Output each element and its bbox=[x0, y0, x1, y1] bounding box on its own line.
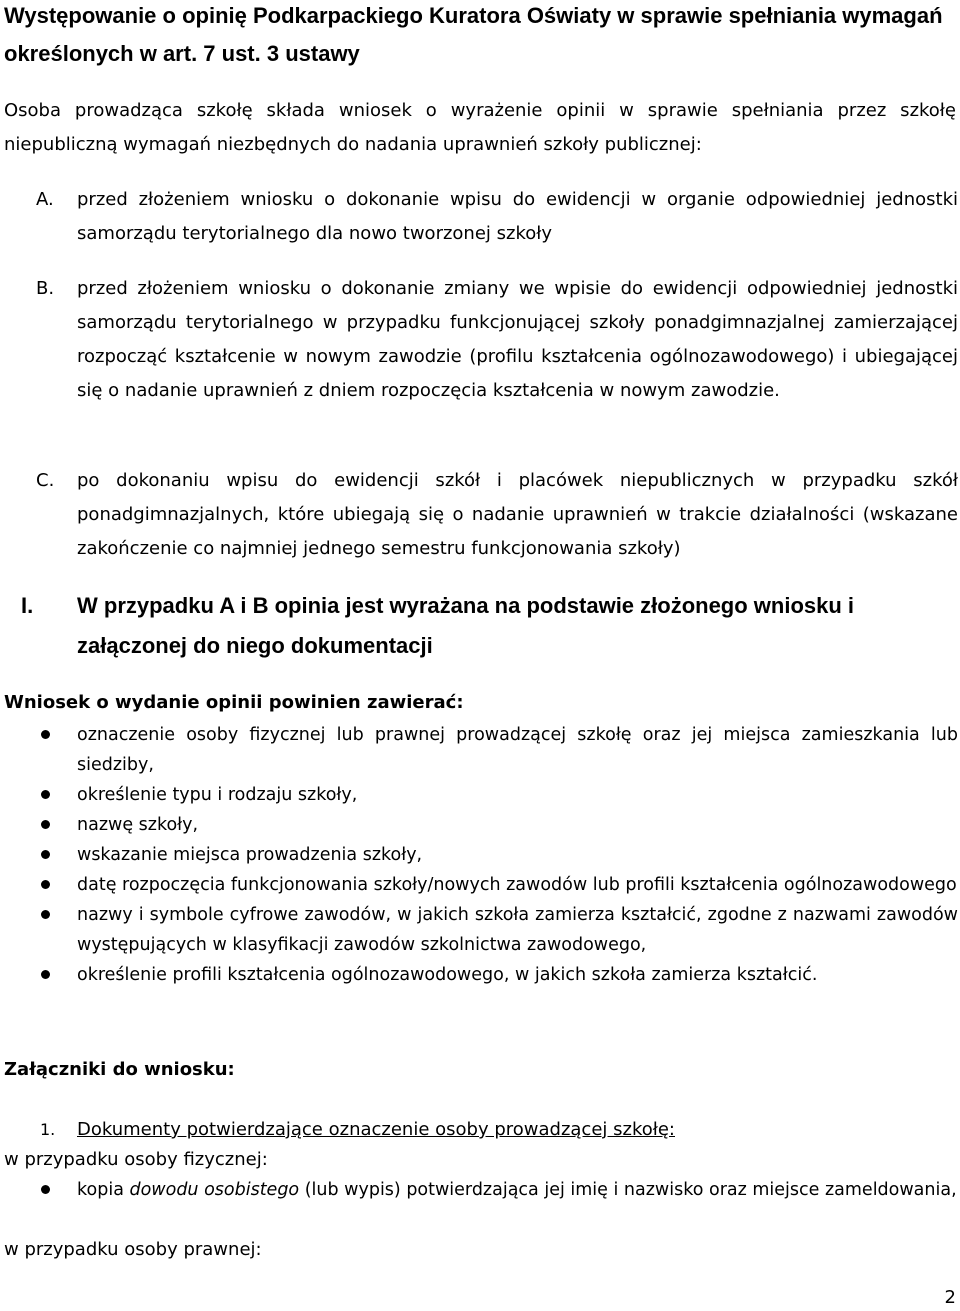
case-b-label: B. bbox=[36, 278, 55, 299]
wniosek-list bbox=[4, 720, 958, 990]
document-heading: Występowanie o opinię Podkarpackiego Kuratora Oświaty w sprawie spełniania wymagań określonych w art. 7 ust. 3 ustawy bbox=[4, 3, 943, 66]
bullet-icon bbox=[41, 910, 50, 919]
bullet-icon bbox=[41, 850, 50, 859]
bullet-icon bbox=[41, 880, 50, 889]
fizyczna-label: w przypadku osoby fizycznej: bbox=[4, 1149, 268, 1170]
list-item: datę rozpoczęcia funkcjonowania szkoły/nowych zawodów lub profili kształcenia ogólnozawodowego bbox=[4, 870, 958, 900]
case-a-text: przed złożeniem wniosku o dokonanie wpisu do ewidencji w organie odpowiedniej jednostki samorządu terytorialnego dla nowo tworzonej szkoły bbox=[77, 189, 958, 244]
case-a-label: A. bbox=[36, 189, 54, 210]
section-i-heading: W przypadku A i B opinia jest wyrażana na podstawie złożonego wniosku i załączonej do niego dokumentacji bbox=[77, 593, 855, 658]
list-item: kopia dowodu osobistego (lub wypis) potwierdzająca jej imię i nazwisko oraz miejsce zameldowania, bbox=[4, 1175, 958, 1205]
list-item: wskazanie miejsca prowadzenia szkoły, bbox=[4, 840, 958, 870]
fizyczna-list bbox=[4, 1175, 958, 1205]
list-item: oznaczenie osoby fizycznej lub prawnej prowadzącej szkołę oraz jej miejsca zamieszkania lub siedziby, bbox=[4, 720, 958, 780]
list-item: określenie typu i rodzaju szkoły, bbox=[4, 780, 958, 810]
prawna-label: w przypadku osoby prawnej: bbox=[4, 1239, 262, 1260]
italic-term: dowodu osobistego bbox=[129, 1180, 300, 1200]
attachment-1-title: Dokumenty potwierdzające oznaczenie osoby prowadzącej szkołę: bbox=[77, 1119, 675, 1140]
bullet-icon bbox=[41, 970, 50, 979]
case-c-text: po dokonaniu wpisu do ewidencji szkół i placówek niepublicznych w przypadku szkół ponadgimnazjalnych, które ubiegają się o nadanie uprawnień w trakcie działalności (wskazane zakończenie co najmniej jednego semestru funkcjonowania szkoły) bbox=[77, 470, 958, 559]
bullet-icon bbox=[41, 820, 50, 829]
page-number: 2 bbox=[944, 1287, 956, 1308]
list-item: nazwy i symbole cyfrowe zawodów, w jakich szkoła zamierza kształcić, zgodne z nazwami zawodów występujących w klasyfikacji zawodów szkolnictwa zawodowego, bbox=[4, 900, 958, 960]
case-b-text: przed złożeniem wniosku o dokonanie zmiany we wpisie do ewidencji odpowiedniej jednostki samorządu terytorialnego w przypadku funkcjonującej szkoły ponadgimnazjalnej zamierzającej rozpocząć kształcenie w nowym zawodzie (profilu kształcenia ogólnozawodowego) i ubiegającej się o nadanie uprawnień z dniem rozpoczęcia kształcenia w nowym zawodzie. bbox=[77, 278, 958, 401]
bullet-icon bbox=[41, 1185, 50, 1194]
intro-paragraph: Osoba prowadząca szkołę składa wniosek o wyrażenie opinii w sprawie spełniania przez szkołę niepubliczną wymagań niezbędnych do nadania uprawnień szkoły publicznej: bbox=[4, 100, 956, 155]
case-c-label: C. bbox=[36, 470, 55, 491]
wniosek-heading: Wniosek o wydanie opinii powinien zawierać: bbox=[4, 692, 464, 713]
section-i-label: I. bbox=[21, 593, 34, 618]
bullet-icon bbox=[41, 730, 50, 739]
zalaczniki-heading: Załączniki do wniosku: bbox=[4, 1059, 235, 1080]
list-item: określenie profili kształcenia ogólnozawodowego, w jakich szkoła zamierza kształcić. bbox=[4, 960, 958, 990]
list-item: nazwę szkoły, bbox=[4, 810, 958, 840]
attachment-1-number: 1. bbox=[40, 1120, 56, 1139]
bullet-icon bbox=[41, 790, 50, 799]
